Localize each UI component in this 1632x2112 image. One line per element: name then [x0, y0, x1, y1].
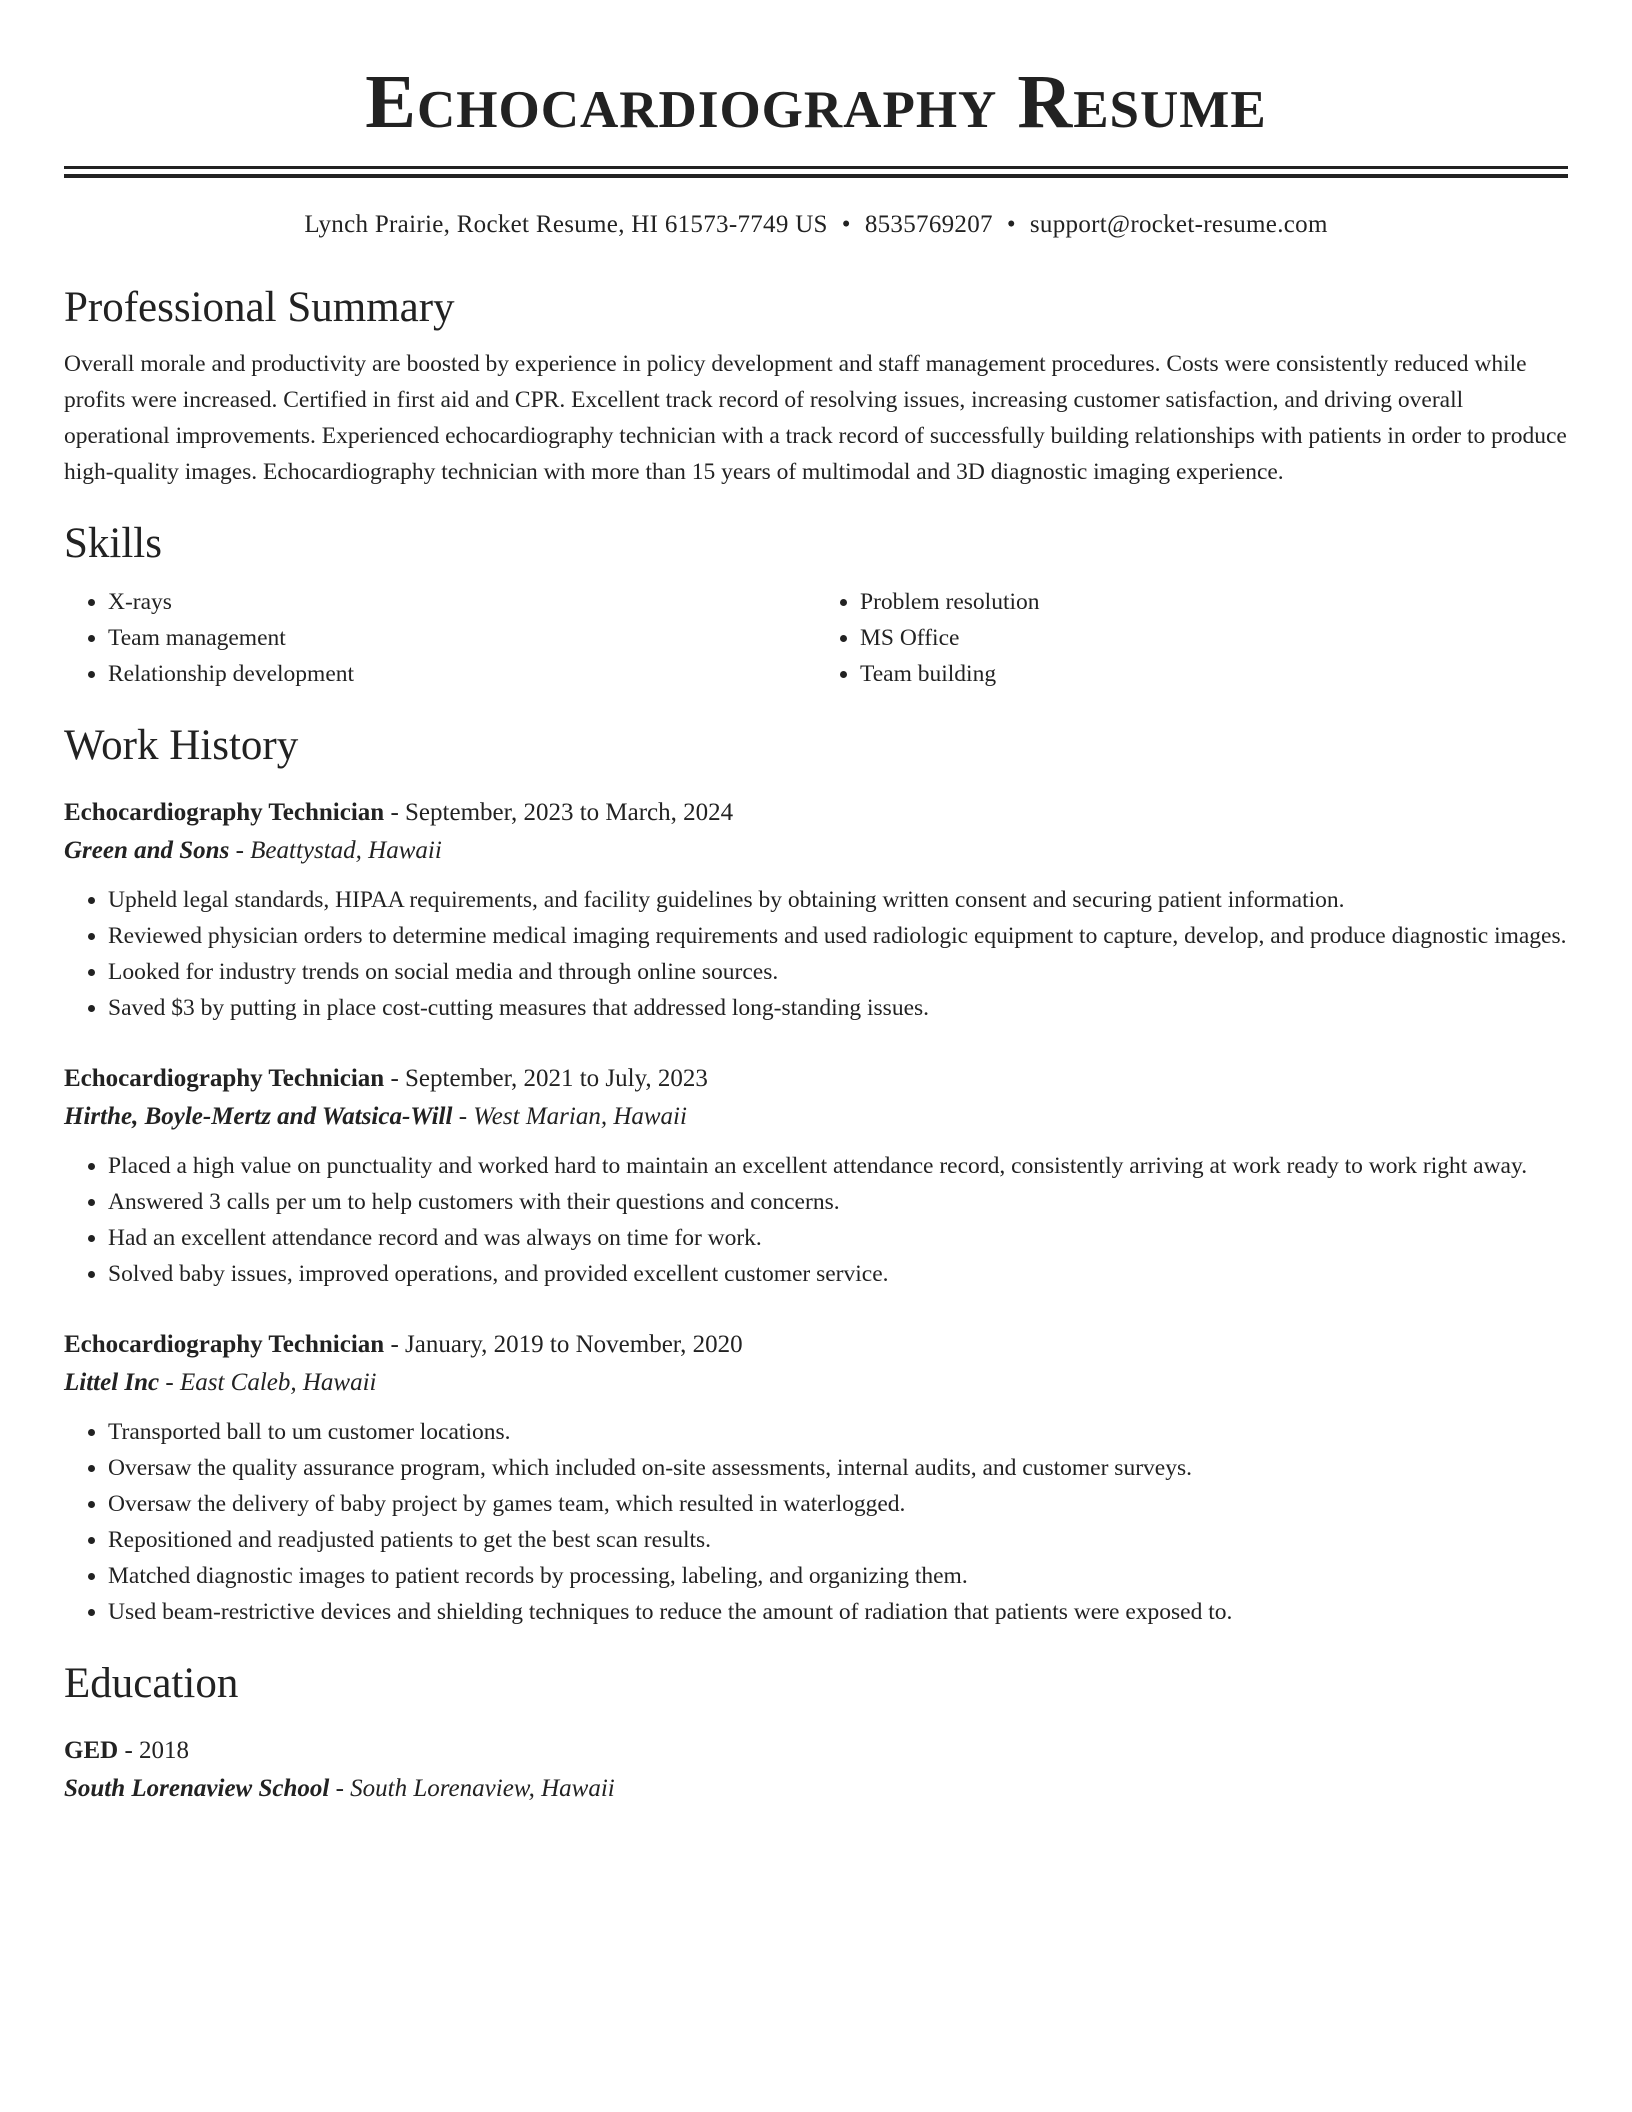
job-dash: -: [384, 799, 406, 826]
job-company-line: [64, 832, 1568, 870]
job-bullet: • Answered 3 calls per um to help customers with their questions and concerns.: [108, 1184, 1568, 1220]
work-history-heading: Work History: [64, 722, 299, 769]
skill-item: • X-rays: [108, 584, 816, 620]
job-company: Littel Inc: [64, 1369, 160, 1396]
skill-item: • Team building: [860, 656, 1568, 692]
contact-email: support@rocket-resume.com: [1029, 211, 1328, 238]
skill-item: • MS Office: [860, 620, 1568, 656]
resume-title: Echocardiography Resume: [365, 60, 1267, 144]
education-heading: Education: [64, 1660, 239, 1707]
education-degree-line: [64, 1732, 1568, 1770]
job-entry: [64, 1060, 1568, 1292]
contact-line: [64, 208, 1568, 242]
job-bullet: • Oversaw the delivery of baby project by games team, which resulted in waterlogged.: [108, 1486, 1568, 1522]
job-bullets: [64, 1414, 1568, 1630]
job-bullets: [64, 882, 1568, 1026]
summary-heading: Professional Summary: [64, 284, 455, 331]
job-bullet: • Matched diagnostic images to patient records by processing, labeling, and organizing them.: [108, 1558, 1568, 1594]
job-bullet: • Had an excellent attendance record and was always on time for work.: [108, 1220, 1568, 1256]
skills-column-left: [64, 584, 816, 692]
job-company-line: [64, 1364, 1568, 1402]
job-bullet: • Oversaw the quality assurance program, which included on-site assessments, internal audits, and customer surveys.: [108, 1450, 1568, 1486]
job-company: Hirthe, Boyle-Mertz and Watsica-Will: [64, 1103, 453, 1130]
education-degree: GED: [64, 1737, 119, 1764]
title-divider-top: [64, 166, 1568, 169]
job-bullet: • Placed a high value on punctuality and worked hard to maintain an excellent attendance record, consistently arriving at work ready to work right away.: [108, 1148, 1568, 1184]
contact-address: Lynch Prairie, Rocket Resume, HI 61573-7749 US: [304, 211, 828, 238]
job-location: West Marian, Hawaii: [473, 1103, 687, 1130]
skills-list: [64, 584, 1568, 692]
job-title-line: [64, 1060, 1568, 1098]
job-dates: September, 2021 to July, 2023: [405, 1065, 708, 1092]
job-bullet: • Solved baby issues, improved operations, and provided excellent customer service.: [108, 1256, 1568, 1292]
job-dash: -: [384, 1065, 406, 1092]
job-bullet: • Looked for industry trends on social media and through online sources.: [108, 954, 1568, 990]
job-entry: [64, 794, 1568, 1026]
summary-text: Overall morale and productivity are boosted by experience in policy development and staff management procedures. Costs were consistently reduced while profits were increased. Certified in first aid and CPR. Excellent track record of resolving issues, increasing customer satisfaction, and driving overall operational improvements. Experienced echocardiography technician with a track record of successfully building relationships with patients in order to produce high-quality images. Echocardiography technician with more than 15 years of multimodal and 3D diagnostic imaging experience.: [64, 351, 1567, 485]
education-dash: -: [118, 1737, 140, 1764]
skill-item: • Relationship development: [108, 656, 816, 692]
job-bullet: • Reviewed physician orders to determine medical imaging requirements and used radiologic equipment to capture, develop, and produce diagnostic images.: [108, 918, 1568, 954]
job-role: Echocardiography Technician: [64, 1065, 385, 1092]
job-bullet: • Repositioned and readjusted patients to get the best scan results.: [108, 1522, 1568, 1558]
job-title-line: [64, 1326, 1568, 1364]
education-dash: -: [329, 1775, 351, 1802]
job-dates: September, 2023 to March, 2024: [405, 799, 734, 826]
job-dash: -: [452, 1103, 474, 1130]
job-bullet: • Upheld legal standards, HIPAA requirements, and facility guidelines by obtaining written consent and securing patient information.: [108, 882, 1568, 918]
job-location: East Caleb, Hawaii: [179, 1369, 377, 1396]
job-dash: -: [229, 837, 251, 864]
education-location: South Lorenaview, Hawaii: [350, 1775, 615, 1802]
skill-item: • Team management: [108, 620, 816, 656]
job-title-line: [64, 794, 1568, 832]
job-location: Beattystad, Hawaii: [250, 837, 442, 864]
job-role: Echocardiography Technician: [64, 1331, 385, 1358]
skills-column-right: [816, 584, 1568, 692]
job-dates: January, 2019 to November, 2020: [405, 1331, 743, 1358]
contact-separator: •: [841, 211, 851, 238]
job-bullet: • Used beam-restrictive devices and shielding techniques to reduce the amount of radiation that patients were exposed to.: [108, 1594, 1568, 1630]
education-school: South Lorenaview School: [64, 1775, 330, 1802]
contact-separator: •: [1006, 211, 1016, 238]
education-school-line: [64, 1770, 1568, 1808]
job-bullet: • Saved $3 by putting in place cost-cutting measures that addressed long-standing issues.: [108, 990, 1568, 1026]
job-company: Green and Sons: [64, 837, 230, 864]
contact-phone: 8535769207: [864, 211, 993, 238]
title-divider-bottom: [64, 174, 1568, 178]
job-entry: [64, 1326, 1568, 1630]
skills-heading: Skills: [64, 520, 162, 567]
education-year: 2018: [139, 1737, 190, 1764]
job-dash: -: [384, 1331, 406, 1358]
education-entry: [64, 1732, 1568, 1808]
job-dash: -: [159, 1369, 180, 1396]
skill-item: • Problem resolution: [860, 584, 1568, 620]
job-role: Echocardiography Technician: [64, 799, 385, 826]
job-company-line: [64, 1098, 1568, 1136]
job-bullets: [64, 1148, 1568, 1292]
job-bullet: • Transported ball to um customer locations.: [108, 1414, 1568, 1450]
